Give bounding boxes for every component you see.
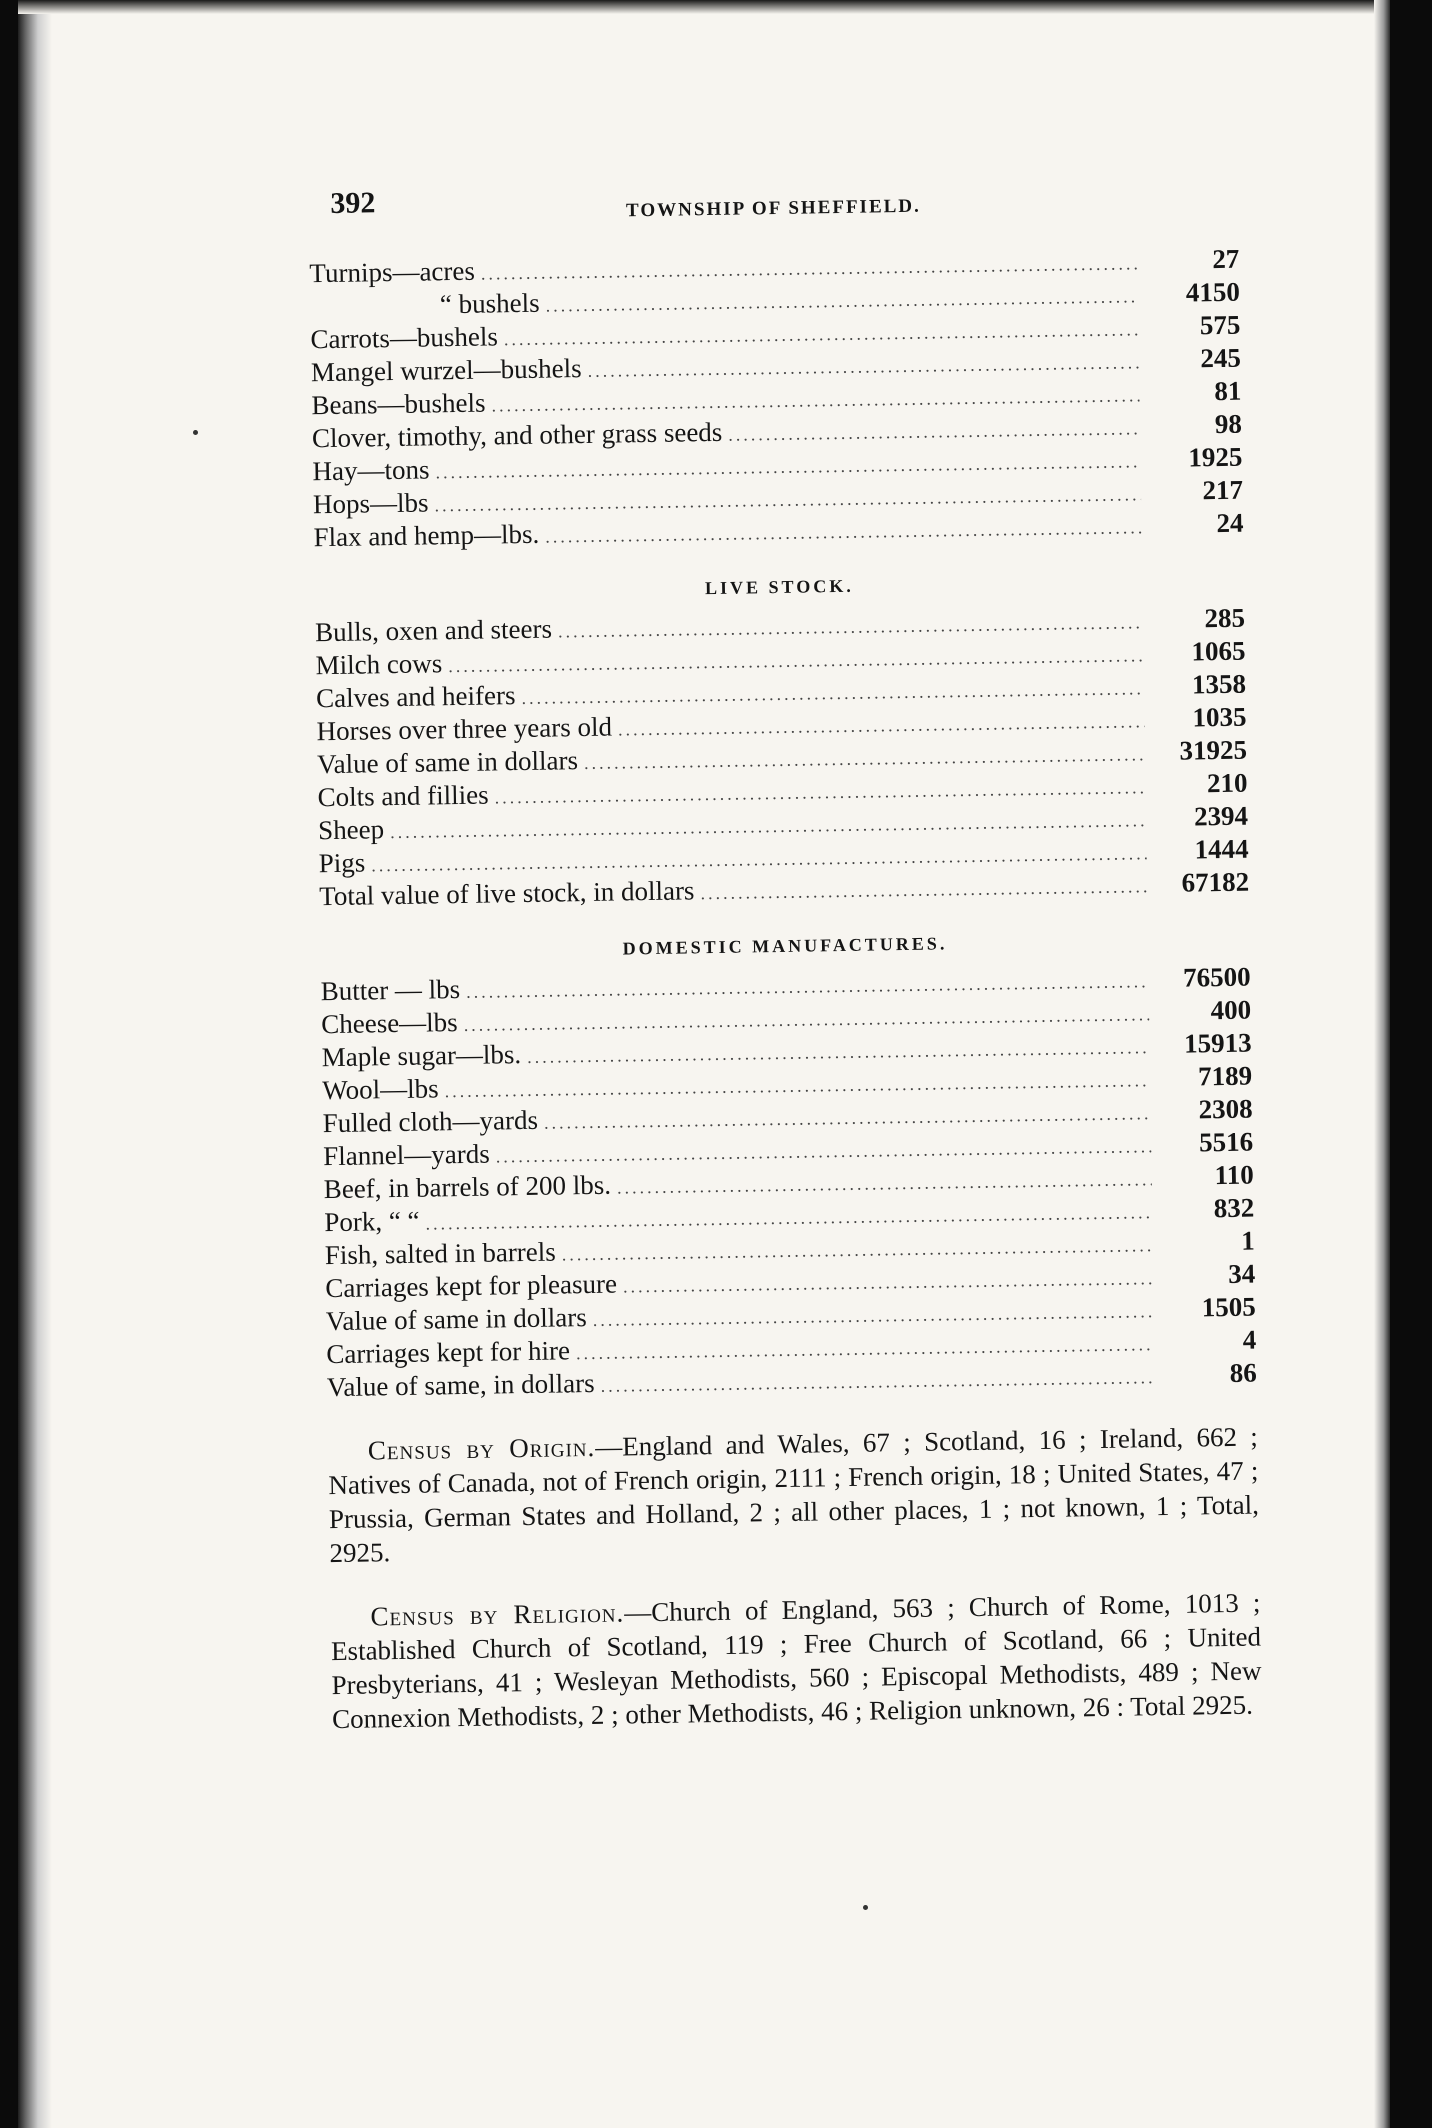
row-label: Colts and fillies bbox=[317, 779, 489, 813]
row-value: 76500 bbox=[1182, 961, 1251, 993]
page-header bbox=[308, 173, 1239, 258]
row-label: Value of same in dollars bbox=[316, 745, 579, 780]
row-value: 4 bbox=[1242, 1324, 1257, 1355]
row-value: 400 bbox=[1210, 994, 1252, 1026]
row-value: 1 bbox=[1240, 1225, 1255, 1256]
row-label: Fish, salted in barrels bbox=[324, 1236, 557, 1271]
row-value: 27 bbox=[1212, 243, 1240, 275]
row-label: Milch cows bbox=[315, 648, 443, 681]
row-label: Mangel wurzel—bushels bbox=[310, 353, 582, 388]
section-heading: LIVE STOCK. bbox=[704, 575, 854, 599]
row-label: Flax and hemp—lbs. bbox=[313, 518, 540, 553]
row-label: Horses over three years old bbox=[316, 711, 613, 747]
row-label: Clover, timothy, and other grass seeds bbox=[311, 416, 723, 454]
page-binding-shadow bbox=[18, 0, 52, 2128]
row-label: Sheep bbox=[317, 814, 385, 846]
row-label: Fulled cloth—yards bbox=[322, 1104, 539, 1139]
census-by-religion-heading: Census by Religion. bbox=[370, 1597, 625, 1632]
row-value: 2308 bbox=[1198, 1093, 1253, 1125]
row-value: 110 bbox=[1214, 1159, 1254, 1191]
row-label: Beef, in barrels of 200 lbs. bbox=[323, 1169, 612, 1205]
row-value: 2394 bbox=[1193, 800, 1249, 832]
row-value: 81 bbox=[1214, 375, 1242, 407]
row-label: Pork, “ “ bbox=[324, 1205, 420, 1238]
page-edge-shadow bbox=[1374, 0, 1390, 2128]
row-label: Value of same in dollars bbox=[325, 1302, 588, 1337]
row-value: 67182 bbox=[1181, 866, 1250, 898]
row-value: 98 bbox=[1214, 408, 1243, 440]
census-by-religion-paragraph bbox=[330, 1586, 1262, 1737]
row-label: Turnips—acres bbox=[309, 255, 476, 289]
row-value: 245 bbox=[1200, 342, 1242, 374]
row-value: 1065 bbox=[1191, 635, 1246, 667]
row-value: 34 bbox=[1228, 1258, 1256, 1289]
row-value: 1358 bbox=[1191, 668, 1247, 700]
row-value: 1035 bbox=[1192, 701, 1247, 733]
row-value: 210 bbox=[1206, 767, 1248, 799]
row-label: Carriages kept for hire bbox=[326, 1335, 571, 1370]
page-top-shadow bbox=[18, 0, 1390, 14]
crops-section bbox=[309, 243, 1244, 555]
ink-speck bbox=[863, 1905, 868, 1910]
row-value: 31925 bbox=[1179, 734, 1248, 766]
row-value: 1505 bbox=[1201, 1291, 1256, 1323]
census-by-origin-heading: Census by Origin. bbox=[367, 1431, 596, 1466]
row-label: Calves and heifers bbox=[315, 680, 516, 714]
ink-speck bbox=[193, 430, 198, 435]
row-value: 285 bbox=[1204, 602, 1246, 634]
row-value: 15913 bbox=[1183, 1027, 1252, 1059]
row-value: 4150 bbox=[1185, 276, 1241, 308]
row-label: Pigs bbox=[318, 847, 366, 879]
row-label: Bulls, oxen and steers bbox=[314, 613, 553, 648]
page-number: 392 bbox=[330, 186, 376, 220]
leader-dots bbox=[700, 870, 1147, 910]
row-label: Cheese—lbs bbox=[320, 1007, 458, 1040]
row-value: 832 bbox=[1213, 1192, 1255, 1224]
row-label: Total value of live stock, in dollars bbox=[318, 875, 695, 912]
running-title: TOWNSHIP OF SHEFFIELD. bbox=[625, 195, 921, 222]
row-label: Carrots—bushels bbox=[310, 321, 499, 355]
row-label: Maple sugar—lbs. bbox=[321, 1039, 522, 1073]
row-label: Butter — lbs bbox=[320, 974, 461, 1007]
page-content bbox=[308, 173, 1262, 1736]
census-by-origin-text: —England and Wales, 67 ; Scotland, 16 ; Ireland, 662 ; Natives of Canada, not of French origin, 2111 ; French origin, 18 ; United States, 47 ; Prussia, German States and Holland, 2 ; all other places, 1 ; not known, 1 ; Total, 2925. bbox=[328, 1421, 1260, 1569]
row-value: 5516 bbox=[1198, 1126, 1254, 1158]
live-stock-section bbox=[314, 570, 1249, 914]
row-value: 7189 bbox=[1197, 1060, 1253, 1092]
census-by-religion-text: —Church of England, 563 ; Church of Rome, 1013 ; Established Church of Scotland, 119 ; Free Church of Scotland, 66 ; United Presbyterians, 41 ; Wesleyan Methodists, 560 ; Episcopal Methodists, 489 ; New Connexion Methodists, 2 ; other Methodists, 46 ; Religion unknown, 26 : Total 2925. bbox=[330, 1587, 1262, 1735]
row-label: Hops—lbs bbox=[312, 487, 429, 520]
row-label: Value of same, in dollars bbox=[326, 1367, 595, 1403]
book-page bbox=[18, 0, 1390, 2128]
row-label: Beans—bushels bbox=[311, 387, 486, 421]
row-value: 1925 bbox=[1188, 441, 1243, 473]
row-label: Carriages kept for pleasure bbox=[325, 1268, 618, 1304]
census-by-origin-paragraph bbox=[328, 1420, 1260, 1571]
row-value: 24 bbox=[1216, 507, 1244, 539]
row-value: 1444 bbox=[1194, 833, 1249, 865]
section-heading: DOMESTIC MANUFACTURES. bbox=[622, 933, 948, 959]
row-label: Hay—tons bbox=[312, 454, 430, 487]
row-label: “ bushels bbox=[439, 287, 540, 320]
row-value: 575 bbox=[1199, 309, 1241, 341]
row-label: Wool—lbs bbox=[322, 1073, 439, 1106]
row-value: 86 bbox=[1229, 1357, 1258, 1388]
domestic-manufactures-section bbox=[320, 929, 1257, 1405]
row-label: Flannel—yards bbox=[323, 1138, 490, 1172]
row-value: 217 bbox=[1202, 474, 1244, 506]
